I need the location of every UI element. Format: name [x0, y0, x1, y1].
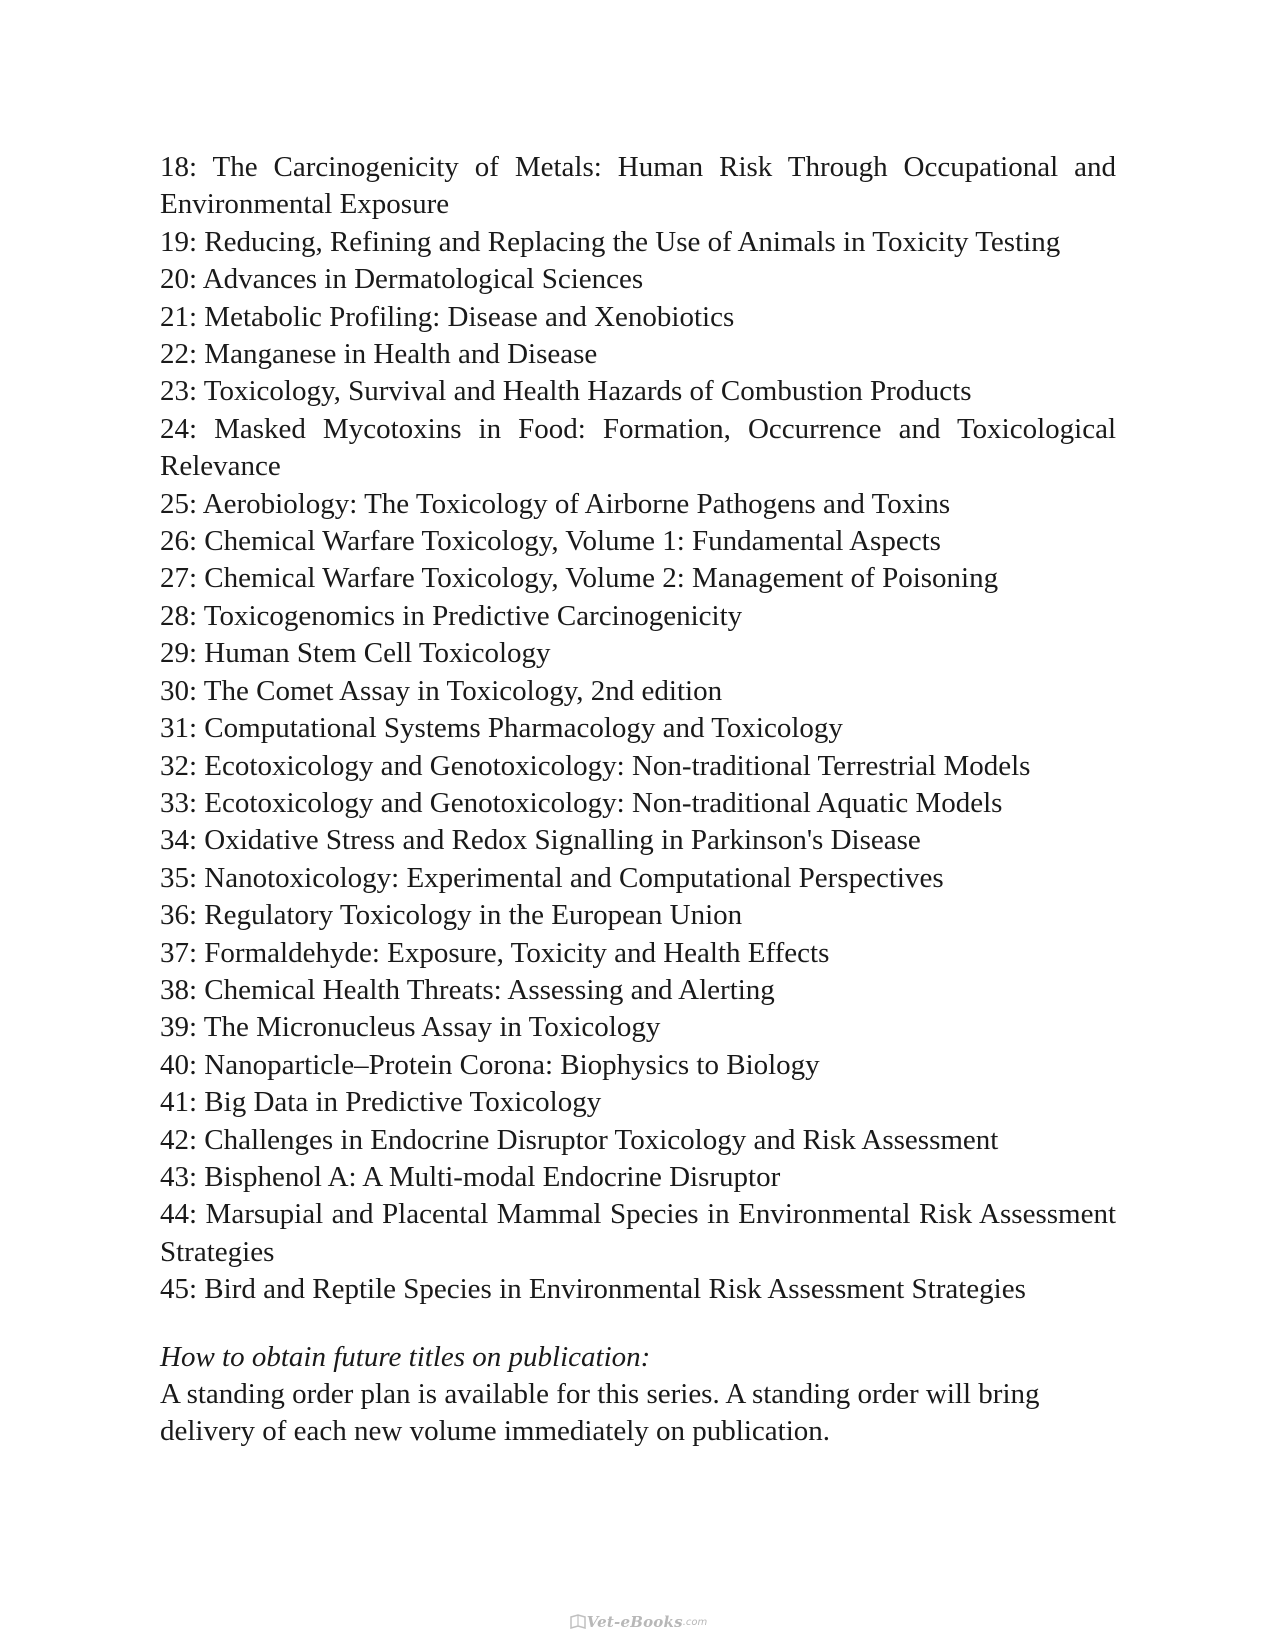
- series-title-item: 41: Big Data in Predictive Toxicology: [160, 1086, 602, 1119]
- series-title-item: 39: The Micronucleus Assay in Toxicology: [160, 1011, 661, 1044]
- series-title-item: 25: Aerobiology: The Toxicology of Airborne Pathogens and Toxins: [160, 487, 951, 520]
- book-icon: [569, 1613, 587, 1631]
- watermark-domain: .com: [682, 1616, 708, 1628]
- series-title-item: 34: Oxidative Stress and Redox Signalling in Parkinson's Disease: [160, 824, 921, 857]
- series-title-item: 43: Bisphenol A: A Multi-modal Endocrine Disruptor: [160, 1160, 781, 1193]
- series-title-item: 24: Masked Mycotoxins in Food: Formation, Occurrence and Toxicological Relevance: [160, 412, 1116, 483]
- series-title-item: 23: Toxicology, Survival and Health Hazards of Combustion Products: [160, 375, 972, 408]
- page-content: [160, 149, 1116, 1451]
- series-title-list: [160, 149, 1116, 1309]
- watermark-logo: [568, 1610, 708, 1634]
- series-title-item: 31: Computational Systems Pharmacology and Toxicology: [160, 712, 843, 745]
- series-title-item: 21: Metabolic Profiling: Disease and Xenobiotics: [160, 300, 735, 333]
- series-title-item: 44: Marsupial and Placental Mammal Species in Environmental Risk Assessment Strategies: [160, 1198, 1116, 1268]
- series-title-item: 42: Challenges in Endocrine Disruptor Toxicology and Risk Assessment: [160, 1123, 999, 1156]
- series-title-item: 20: Advances in Dermatological Sciences: [160, 263, 644, 296]
- series-title-item: 38: Chemical Health Threats: Assessing and Alerting: [160, 973, 775, 1006]
- series-title-item: 36: Regulatory Toxicology in the European Union: [160, 899, 743, 932]
- series-title-item: 33: Ecotoxicology and Genotoxicology: Non-traditional Aquatic Models: [160, 786, 1003, 819]
- series-title-item: 40: Nanoparticle–Protein Corona: Biophysics to Biology: [160, 1048, 820, 1081]
- series-title-item: 18: The Carcinogenicity of Metals: Human Risk Through Occupational and Environmental Exposure: [160, 151, 1116, 221]
- future-titles-body: A standing order plan is available for this series. A standing order will bring delivery of each new volume immediately on publication.: [160, 1378, 1040, 1448]
- series-title-item: 35: Nanotoxicology: Experimental and Computational Perspectives: [160, 861, 944, 894]
- series-title-item: 37: Formaldehyde: Exposure, Toxicity and Health Effects: [160, 936, 830, 969]
- series-title-item: 28: Toxicogenomics in Predictive Carcinogenicity: [160, 599, 743, 632]
- future-titles-heading: How to obtain future titles on publication:: [160, 1340, 651, 1373]
- series-title-item: 30: The Comet Assay in Toxicology, 2nd edition: [160, 674, 723, 707]
- series-title-item: 45: Bird and Reptile Species in Environmental Risk Assessment Strategies: [160, 1273, 1026, 1306]
- series-title-item: 19: Reducing, Refining and Replacing the Use of Animals in Toxicity Testing: [160, 225, 1061, 258]
- series-title-item: 26: Chemical Warfare Toxicology, Volume 1: Fundamental Aspects: [160, 525, 941, 558]
- series-title-item: 22: Manganese in Health and Disease: [160, 338, 598, 371]
- series-title-item: 32: Ecotoxicology and Genotoxicology: Non-traditional Terrestrial Models: [160, 749, 1031, 782]
- series-title-item: 29: Human Stem Cell Toxicology: [160, 637, 551, 670]
- series-title-item: 27: Chemical Warfare Toxicology, Volume 2: Management of Poisoning: [160, 562, 999, 595]
- watermark-text: Vet-eBooks: [586, 1613, 683, 1631]
